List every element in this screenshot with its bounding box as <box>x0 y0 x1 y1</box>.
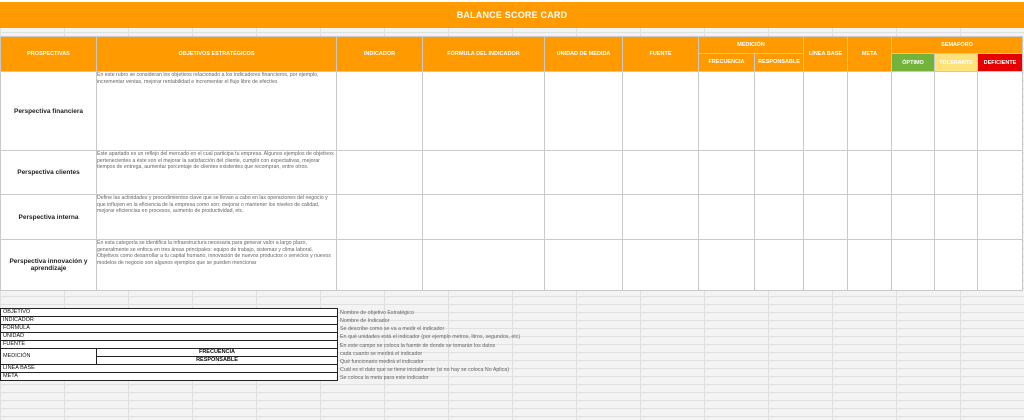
cell[interactable] <box>337 151 423 195</box>
cell[interactable] <box>545 72 623 151</box>
cell[interactable] <box>978 240 1023 291</box>
objective-description: Define las actividades y procedimientos clave que se llevan a cabo en las operaciones del negocio y que influyen en la eficiencia de la empresa como son: mejorar o mantener los niveles de calidad, mejorar eficiencias en procesos, aumento de productividad, etc. <box>97 195 337 240</box>
cell[interactable] <box>423 72 545 151</box>
table-row <box>1 72 1023 151</box>
cell[interactable] <box>848 240 892 291</box>
desc-formula: Se describe como se va a medir el indicador <box>340 326 445 333</box>
desc-fuente: En este campo se coloca la fuente de donde se tomarán los datos <box>340 342 496 349</box>
cell[interactable] <box>935 151 978 195</box>
cell[interactable] <box>623 151 699 195</box>
legend-medicion: MEDICIÓN <box>1 349 97 365</box>
desc-frecuencia: cada cuanto se medirá el indicador <box>340 350 423 357</box>
legend-responsable: RESPONSABLE <box>97 357 338 365</box>
cell[interactable] <box>545 240 623 291</box>
legend-meta: META <box>1 373 338 381</box>
cell[interactable] <box>337 195 423 240</box>
cell[interactable] <box>755 72 804 151</box>
cell[interactable] <box>699 72 755 151</box>
cell[interactable] <box>623 72 699 151</box>
cell[interactable] <box>892 240 935 291</box>
desc-unidad: En qué unidades está el indicador (por ejemplo metros, litros, segundos, etc) <box>340 334 521 341</box>
cell[interactable] <box>699 151 755 195</box>
perspective-name: Perspectiva interna <box>1 195 97 240</box>
header-optimo: ÓPTIMO <box>892 54 935 72</box>
cell[interactable] <box>623 240 699 291</box>
header-linea-base: LÍNEA BASE <box>804 37 848 72</box>
cell[interactable] <box>978 72 1023 151</box>
cell[interactable] <box>699 195 755 240</box>
header-medicion: MEDICIÓN <box>699 37 804 54</box>
scorecard-table <box>0 36 1023 291</box>
perspective-name: Perspectiva financiera <box>1 72 97 151</box>
cell[interactable] <box>804 240 848 291</box>
cell[interactable] <box>892 72 935 151</box>
cell[interactable] <box>978 195 1023 240</box>
legend-indicador: INDICADOR <box>1 317 338 325</box>
objective-description: Este apartado es un reflejo del mercado en el cual participa tu empresa. Algunos ejemplos de objetivos pertenecientes a éste son el mejorar la satisfacción del cliente, cumplir con expectativas, mejorar tiempos de entrega, aumentar porcentaje de clientes existentes que recompran, entre otros. <box>97 151 337 195</box>
cell[interactable] <box>755 195 804 240</box>
cell[interactable] <box>978 151 1023 195</box>
cell[interactable] <box>804 195 848 240</box>
table-row <box>1 240 1023 291</box>
header-meta: META <box>848 37 892 72</box>
legend-linea-base: LÍNEA BASE <box>1 365 338 373</box>
header-deficiente: DEFICIENTE <box>978 54 1023 72</box>
cell[interactable] <box>337 240 423 291</box>
cell[interactable] <box>848 72 892 151</box>
cell[interactable] <box>545 195 623 240</box>
header-tolerante: TOLERANTE <box>935 54 978 72</box>
legend-descriptions <box>340 309 660 382</box>
header-formula: FÓRMULA DEL INDICADOR <box>423 37 545 72</box>
cell[interactable] <box>848 151 892 195</box>
page-title: BALANCE SCORE CARD <box>0 2 1024 28</box>
legend-frecuencia: FRECUENCIA <box>97 349 338 357</box>
cell[interactable] <box>935 195 978 240</box>
perspective-name: Perspectiva clientes <box>1 151 97 195</box>
header-unidad: UNIDAD DE MEDIDA <box>545 37 623 72</box>
header-responsable: RESPONSABLE <box>755 54 804 72</box>
table-row <box>1 195 1023 240</box>
objective-description: En esta categoría se identifica la infraestructura necesaria para generar valor a largo plazo, generalmente se enfoca en tres áreas principales: equipo de trabajo, sistemas y clima laboral. Objetivos como desarrollar a tu capital humano, innovación de nuevos productos o servicios y nuevos modelos de negocio son algunos ejemplos que se pueden mencionar <box>97 240 337 291</box>
header-semaforo: SEMAFORO <box>892 37 1023 54</box>
header-indicador: INDICADOR <box>337 37 423 72</box>
header-perspectivas: PROSPECTIVAS <box>1 37 97 72</box>
objective-description: En este rubro se consideran los objetivos relacionado a los indicadores financieros, por ejemplo, incrementar ventas, mejorar rentabilidad e incrementar el flujo libre de efectivo. <box>97 72 337 151</box>
cell[interactable] <box>699 240 755 291</box>
desc-indicador: Nombre de Indicador <box>340 318 390 325</box>
cell[interactable] <box>892 151 935 195</box>
cell[interactable] <box>337 72 423 151</box>
legend-unidad: UNIDAD <box>1 333 338 341</box>
legend-fuente: FUENTE <box>1 341 338 349</box>
desc-linea-base: Cuál es el dato que se tiene inicialmente (si no hay se coloca No Aplica) <box>340 366 510 373</box>
cell[interactable] <box>935 72 978 151</box>
desc-responsable: Qué funcionario medirá el indicador <box>340 358 424 365</box>
cell[interactable] <box>804 151 848 195</box>
cell[interactable] <box>423 195 545 240</box>
cell[interactable] <box>892 195 935 240</box>
perspective-name: Perspectiva innovación y aprendizaje <box>1 240 97 291</box>
header-frecuencia: FRECUENCIA <box>699 54 755 72</box>
desc-meta: Se coloca la meta para este indicador <box>340 375 429 381</box>
cell[interactable] <box>545 151 623 195</box>
cell[interactable] <box>423 240 545 291</box>
header-objetivos: OBJETIVOS ESTRATÉGICOS <box>97 37 337 72</box>
cell[interactable] <box>423 151 545 195</box>
legend-table <box>0 308 338 381</box>
cell[interactable] <box>804 72 848 151</box>
desc-objetivo: Nombre de objetivo Estratégico <box>340 310 414 316</box>
table-row <box>1 151 1023 195</box>
header-fuente: FUENTE <box>623 37 699 72</box>
cell[interactable] <box>848 195 892 240</box>
cell[interactable] <box>755 151 804 195</box>
cell[interactable] <box>935 240 978 291</box>
cell[interactable] <box>755 240 804 291</box>
cell[interactable] <box>623 195 699 240</box>
legend-objetivo: OBJETIVO <box>1 309 338 317</box>
legend-formula: FÓRMULA <box>1 325 338 333</box>
